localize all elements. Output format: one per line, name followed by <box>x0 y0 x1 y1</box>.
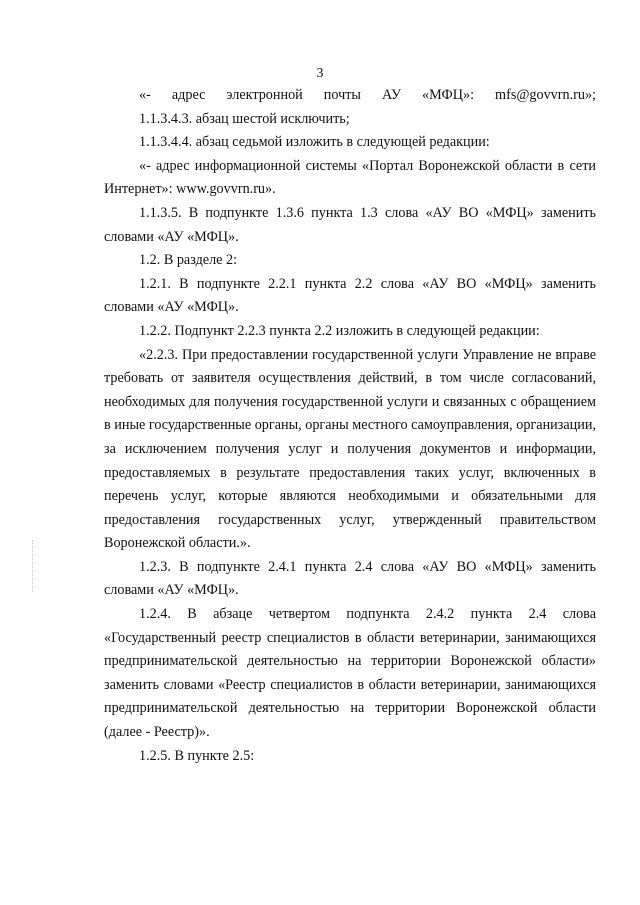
paragraph-email-address: «- адрес электронной почты АУ «МФЦ»: mfs@govvrn.ru»; <box>139 87 596 103</box>
paragraph-1-2-3: 1.2.3. В подпункте 2.4.1 пункта 2.4 слова «АУ ВО «МФЦ» заменить словами «АУ «МФЦ». <box>104 558 596 599</box>
scan-artifact <box>32 540 34 592</box>
document-body <box>104 84 596 768</box>
paragraph-1-2-2: 1.2.2. Подпункт 2.2.3 пункта 2.2 изложить в следующей редакции: <box>139 322 540 339</box>
paragraph-1-2-4: 1.2.4. В абзаце четвертом подпункта 2.4.2 пункта 2.4 слова «Государственный реестр специалистов в области ветеринарии, занимающихся предпринимательской деятельностью на территории Воронежской области» заменить словами «Реестр специалистов в области ветеринарии, занимающихся предпринимательской деятельностью на территории Воронежской области (далее - Реестр)». <box>104 606 596 741</box>
paragraph-portal-address: «- адрес информационной системы «Портал Воронежской области в сети Интернет»: www.govvrn.ru». <box>104 157 596 198</box>
paragraph-1-1-3-5: 1.1.3.5. В подпункте 1.3.6 пункта 1.3 слова «АУ ВО «МФЦ» заменить словами «АУ «МФЦ». <box>104 204 596 245</box>
page-number: 3 <box>316 66 324 81</box>
paragraph-1-2: 1.2. В разделе 2: <box>139 252 238 269</box>
paragraph-2-2-3-quote: «2.2.3. При предоставлении государственной услуги Управление не вправе требовать от заявителя осуществления действий, в том числе согласований, необходимых для получения государственной услуги и связанных с обращением в иные государственные органы, органы местного самоуправления, организации, за исключением получения услуг и получения документов и информации, предоставляемых в результате предоставления таких услуг, включенных в перечень услуг, которые являются необходимыми и обязательными для предоставления государственных услуг, утвержденный правительством Воронежской области.». <box>104 346 596 552</box>
paragraph-1-1-3-4-4: 1.1.3.4.4. абзац седьмой изложить в следующей редакции: <box>139 134 490 151</box>
paragraph-1-2-1: 1.2.1. В подпункте 2.2.1 пункта 2.2 слова «АУ ВО «МФЦ» заменить словами «АУ «МФЦ». <box>104 275 596 316</box>
paragraph-1-1-3-4-3: 1.1.3.4.3. абзац шестой исключить; <box>139 110 350 127</box>
paragraph-1-2-5: 1.2.5. В пункте 2.5: <box>139 747 255 764</box>
